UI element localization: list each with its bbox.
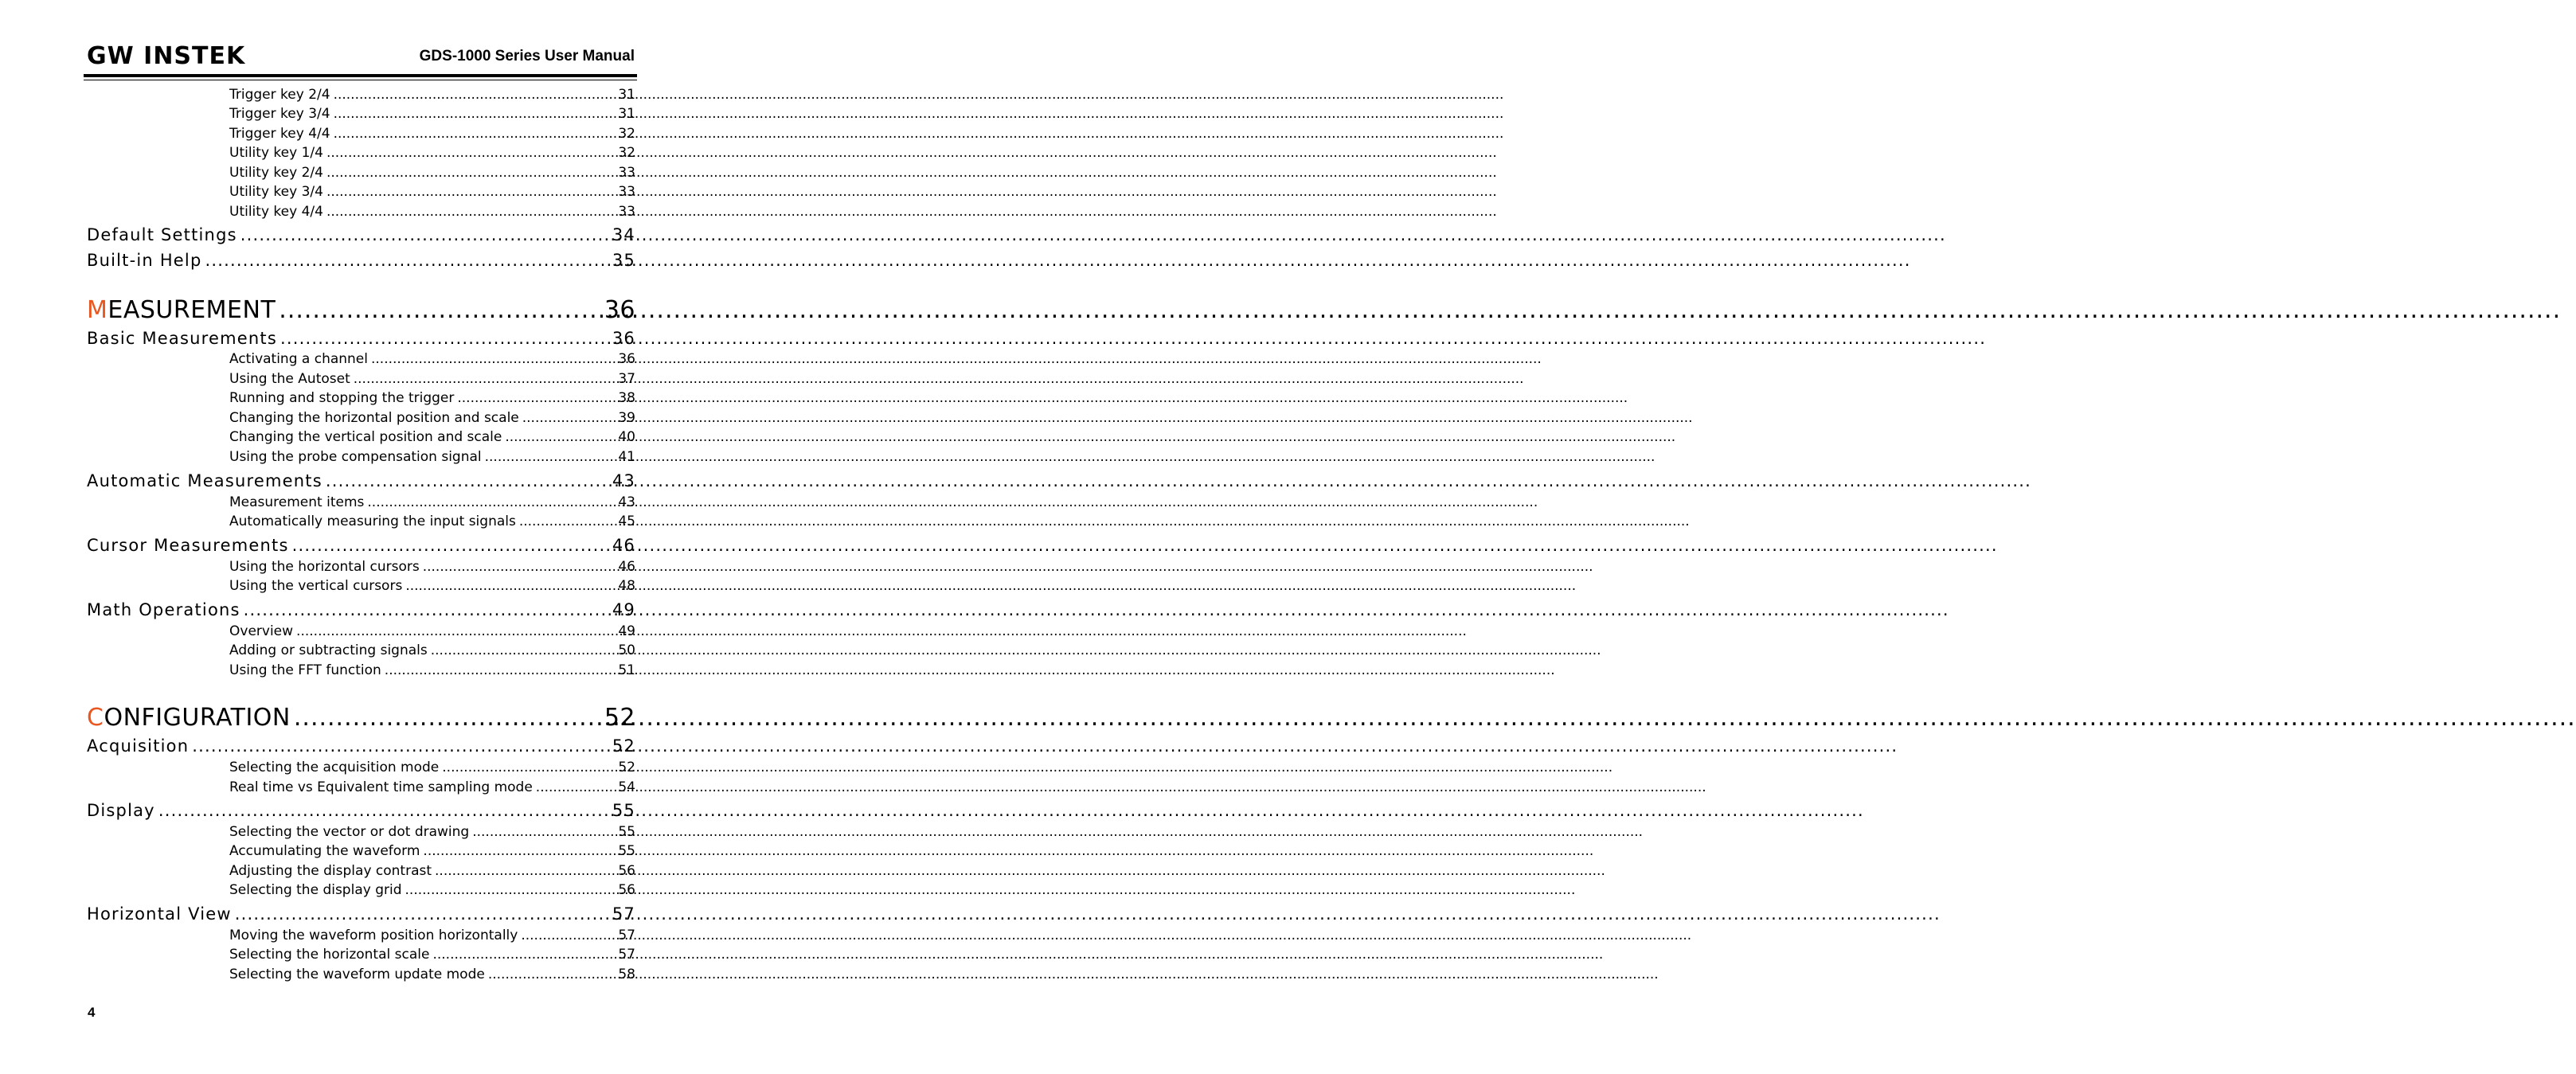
dot-leader: [326, 165, 616, 181]
toc-page-number: 51: [618, 662, 635, 678]
toc-entry-title: Automatic Measurements: [87, 471, 322, 490]
toc-entry-title: Cursor Measurements: [87, 536, 289, 555]
toc-page-number: 54: [618, 779, 635, 795]
chapter-initial: C: [87, 704, 104, 732]
toc-entry-title: Changing the horizontal position and scale: [229, 410, 519, 426]
table-of-contents: [0, 0, 760, 1074]
toc-entry-title: Selecting the waveform update mode: [229, 967, 485, 982]
dot-leader: [326, 145, 616, 161]
toc-section[interactable]: [87, 471, 635, 495]
dot-leader: [457, 390, 616, 406]
toc-page-number: 57: [612, 904, 635, 924]
toc-entry-title: Display: [87, 801, 155, 820]
dot-leader: [435, 863, 616, 879]
dot-leader: [235, 904, 611, 924]
toc-item[interactable]: [229, 429, 635, 448]
toc-page-number: 31: [618, 106, 635, 122]
toc-page-number: 32: [618, 126, 635, 142]
dot-leader: [296, 623, 616, 639]
dot-leader: [279, 296, 603, 324]
toc-entry-title: Accumulating the waveform: [229, 843, 420, 859]
toc-page-number: 37: [618, 371, 635, 387]
dot-leader: [334, 106, 617, 122]
toc-item[interactable]: [229, 863, 635, 882]
toc-item[interactable]: [229, 145, 635, 164]
toc-entry-title: Built-in Help: [87, 251, 202, 270]
toc-chapter[interactable]: [87, 704, 635, 736]
toc-section[interactable]: [87, 225, 635, 249]
dot-leader: [505, 429, 616, 445]
toc-page-number: 38: [618, 390, 635, 406]
dot-leader: [485, 449, 617, 465]
toc-entry-title: Math Operations: [87, 600, 240, 619]
toc-entry-title: Activating a channel: [229, 351, 368, 367]
toc-item[interactable]: [229, 559, 635, 578]
toc-page-number: 50: [618, 642, 635, 658]
toc-page-number: 43: [618, 494, 635, 510]
dot-leader: [192, 736, 611, 756]
dot-leader: [472, 824, 616, 840]
toc-entry-title: Trigger key 2/4: [229, 87, 330, 103]
toc-entry-title: Using the FFT function: [229, 662, 381, 678]
toc-item[interactable]: [229, 494, 635, 514]
toc-page-number: 41: [618, 449, 635, 465]
dot-leader: [334, 87, 617, 103]
toc-entry-title: Using the Autoset: [229, 371, 350, 387]
toc-item[interactable]: [229, 662, 635, 682]
toc-entry-title: Measurement items: [229, 494, 365, 510]
toc-entry-title: Moving the waveform position horizontally: [229, 928, 518, 943]
toc-page-number: 57: [618, 947, 635, 963]
dot-leader: [522, 410, 617, 426]
toc-item[interactable]: [229, 410, 635, 429]
dot-leader: [280, 329, 611, 348]
toc-page-number: 36: [618, 351, 635, 367]
toc-page-number: 33: [618, 204, 635, 220]
toc-item[interactable]: [229, 578, 635, 597]
dot-leader: [521, 928, 616, 943]
toc-page-number: 46: [612, 536, 635, 555]
toc-section[interactable]: [87, 801, 635, 825]
toc-entry-title: Selecting the display grid: [229, 882, 402, 898]
toc-page-number: 49: [612, 600, 635, 619]
toc-entry-title: Utility key 4/4: [229, 204, 323, 220]
toc-page-number: 36: [604, 296, 635, 324]
toc-entry-title: Default Settings: [87, 225, 237, 244]
dot-leader: [488, 967, 617, 982]
toc-page-number: 43: [612, 471, 635, 490]
chapter-title-rest: ONFIGURATION: [104, 704, 291, 732]
toc-item[interactable]: [229, 351, 635, 370]
toc-page-number: 52: [612, 736, 635, 756]
toc-page-number: 57: [618, 928, 635, 943]
toc-page-number: 32: [618, 145, 635, 161]
page-number: 4: [88, 1005, 96, 1020]
toc-entry-title: Horizontal View: [87, 904, 232, 924]
toc-entry-title: Selecting the vector or dot drawing: [229, 824, 470, 840]
dot-leader: [432, 947, 616, 963]
dot-leader: [292, 536, 611, 555]
chapter-title-rest: EASUREMENT: [107, 296, 276, 324]
dot-leader: [405, 578, 616, 594]
dot-leader: [326, 184, 616, 200]
toc-entry-title: Automatically measuring the input signals: [229, 514, 516, 529]
toc-chapter[interactable]: [87, 296, 635, 328]
toc-entry-title: Selecting the horizontal scale: [229, 947, 430, 963]
toc-entry-title: Running and stopping the trigger: [229, 390, 455, 406]
svg-text:GW INSTEK: GW INSTEK: [87, 42, 246, 70]
toc-section[interactable]: [87, 329, 635, 353]
toc-item[interactable]: [229, 947, 635, 966]
toc-item[interactable]: [229, 126, 635, 145]
toc-section[interactable]: [87, 736, 635, 760]
dot-leader: [431, 642, 617, 658]
toc-page-number: 34: [612, 225, 635, 244]
toc-entry-title: Changing the vertical position and scale: [229, 429, 502, 445]
toc-entry-title: Using the probe compensation signal: [229, 449, 482, 465]
toc-page-number: 46: [618, 559, 635, 575]
toc-page-number: 45: [618, 514, 635, 529]
toc-item[interactable]: [229, 514, 635, 533]
toc-item[interactable]: [229, 165, 635, 184]
toc-entry-title: Overview: [229, 623, 294, 639]
toc-page-number: 40: [618, 429, 635, 445]
toc-item[interactable]: [229, 371, 635, 390]
toc-page-number: 52: [604, 704, 635, 732]
toc-entry-title: [87, 704, 291, 732]
dot-leader: [423, 559, 617, 575]
toc-page-number: 33: [618, 184, 635, 200]
toc-entry-title: Utility key 2/4: [229, 165, 323, 181]
toc-entry-title: Adding or subtracting signals: [229, 642, 428, 658]
toc-entry-title: Using the horizontal cursors: [229, 559, 420, 575]
toc-page-number: 36: [612, 329, 635, 348]
toc-page-number: 48: [618, 578, 635, 594]
toc-page-number: 55: [618, 824, 635, 840]
toc-entry-title: Selecting the acquisition mode: [229, 760, 440, 775]
toc-page-number: 55: [612, 801, 635, 820]
toc-page-number: 35: [612, 251, 635, 270]
toc-section[interactable]: [87, 600, 635, 624]
toc-page-number: 39: [618, 410, 635, 426]
toc-item[interactable]: [229, 760, 635, 779]
dot-leader: [405, 882, 617, 898]
toc-entry-title: Real time vs Equivalent time sampling mode: [229, 779, 533, 795]
toc-item[interactable]: [229, 967, 635, 986]
toc-section[interactable]: [87, 251, 635, 275]
toc-entry-title: [87, 296, 276, 324]
dot-leader: [367, 494, 616, 510]
toc-section[interactable]: [87, 536, 635, 560]
dot-leader: [354, 371, 617, 387]
dot-leader: [423, 843, 616, 859]
toc-item[interactable]: [229, 623, 635, 642]
toc-entry-title: Utility key 3/4: [229, 184, 323, 200]
chapter-initial: M: [87, 296, 108, 324]
toc-item[interactable]: [229, 824, 635, 843]
toc-item[interactable]: [229, 779, 635, 799]
toc-item[interactable]: [229, 642, 635, 662]
toc-page-number: 55: [618, 843, 635, 859]
toc-item[interactable]: [229, 882, 635, 901]
dot-leader: [326, 471, 611, 490]
toc-page-number: 58: [618, 967, 635, 982]
dot-leader: [334, 126, 617, 142]
dot-leader: [519, 514, 617, 529]
dot-leader: [371, 351, 616, 367]
toc-item[interactable]: [229, 87, 635, 106]
dot-leader: [205, 251, 611, 270]
dot-leader: [240, 225, 611, 244]
toc-page-number: 56: [618, 863, 635, 879]
toc-entry-title: Acquisition: [87, 736, 190, 756]
toc-item[interactable]: [229, 184, 635, 203]
toc-page-number: 56: [618, 882, 635, 898]
toc-page-number: 31: [618, 87, 635, 103]
toc-item[interactable]: [229, 843, 635, 862]
dot-leader: [442, 760, 616, 775]
dot-leader: [294, 704, 603, 732]
dot-leader: [326, 204, 616, 220]
toc-entry-title: Using the vertical cursors: [229, 578, 403, 594]
toc-entry-title: Utility key 1/4: [229, 145, 323, 161]
toc-item[interactable]: [229, 928, 635, 947]
toc-item[interactable]: [229, 106, 635, 125]
toc-entry-title: Basic Measurements: [87, 329, 277, 348]
toc-page-number: 52: [618, 760, 635, 775]
toc-item[interactable]: [229, 204, 635, 223]
manual-title: GDS-1000 Series User Manual: [419, 48, 635, 64]
dot-leader: [385, 662, 617, 678]
toc-entry-title: Trigger key 4/4: [229, 126, 330, 142]
dot-leader: [158, 801, 611, 820]
toc-item[interactable]: [229, 449, 635, 468]
dot-leader: [536, 779, 617, 795]
toc-page-number: 49: [618, 623, 635, 639]
toc-page-number: 33: [618, 165, 635, 181]
toc-section[interactable]: [87, 904, 635, 928]
toc-entry-title: Adjusting the display contrast: [229, 863, 432, 879]
dot-leader: [244, 600, 611, 619]
toc-entry-title: Trigger key 3/4: [229, 106, 330, 122]
toc-item[interactable]: [229, 390, 635, 409]
